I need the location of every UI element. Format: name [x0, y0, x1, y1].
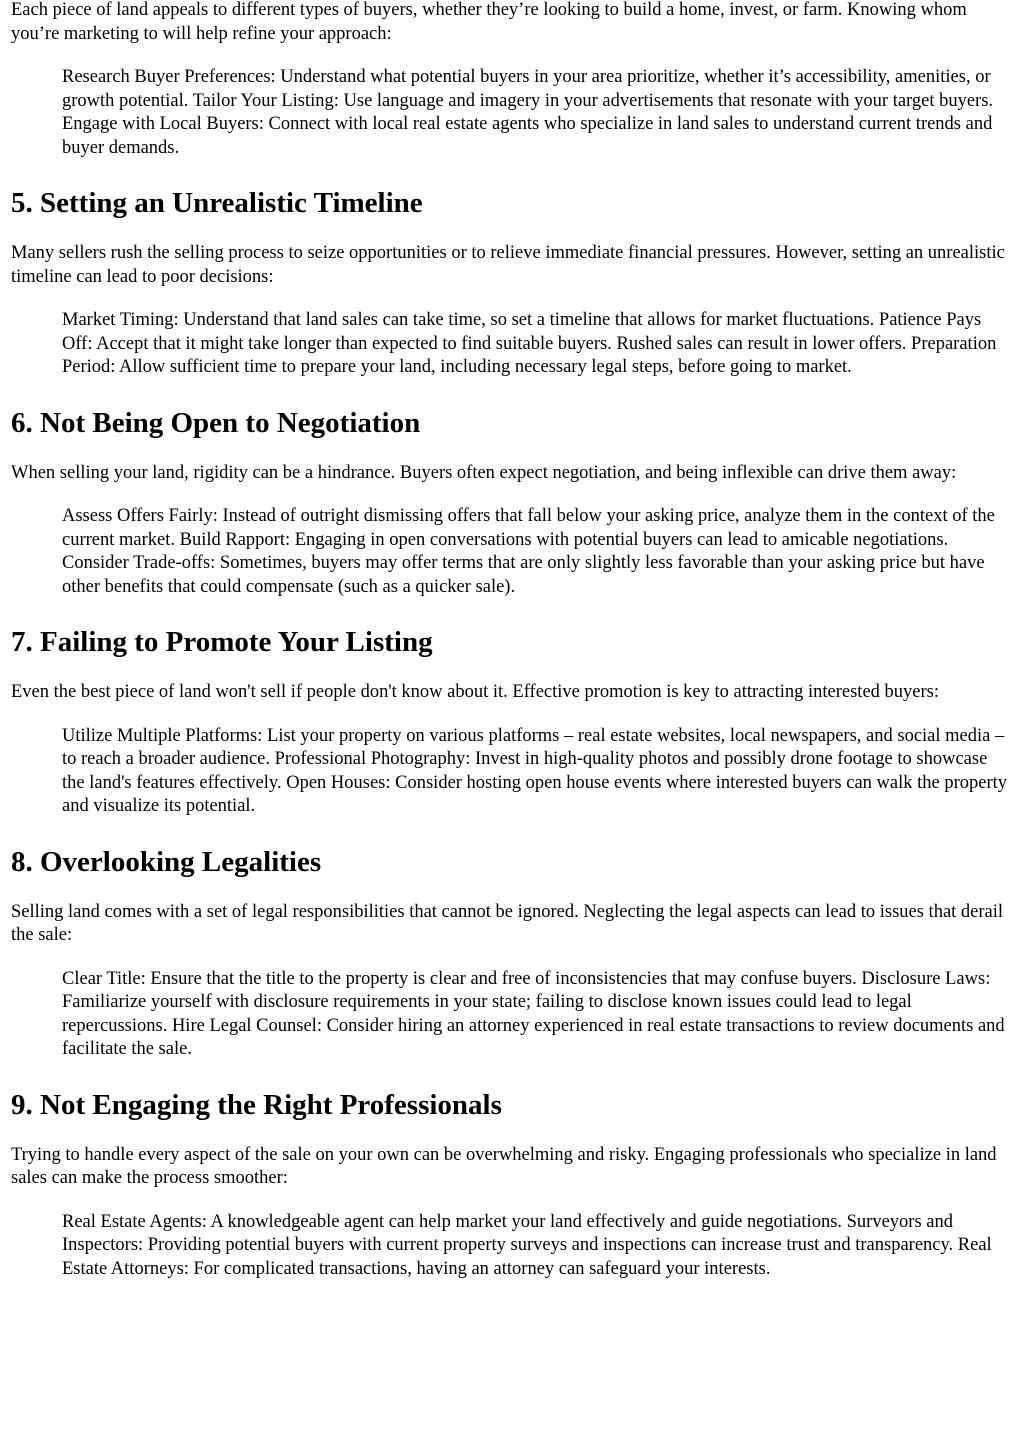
section-detail-block: Market Timing: Understand that land sales can take time, so set a timeline that allows for market fluctuations. Patience Pays Off: Accept that it might take longer than expected to find suitable buyers. Rushed sales can result in lower offers. Preparation Period: Allow sufficient time to prepare your land, including necessary legal steps, before going to market.: [62, 310, 997, 377]
section-detail-block: Utilize Multiple Platforms: List your property on various platforms – real estate websites, local newspapers, and social media – to reach a broader audience. Professional Photography: Invest in high-quality photos and possibly drone footage to showcase the land's features effectively. Open Houses: Consider hosting open house events where interested buyers can walk the property and visualize its potential.: [62, 725, 1008, 816]
section-paragraph: When selling your land, rigidity can be a hindrance. Buyers often expect negotiation, and being inflexible can drive them away:: [11, 462, 957, 483]
section-paragraph: Even the best piece of land won't sell if people don't know about it. Effective promotion is key to attracting interested buyers:: [11, 682, 939, 702]
intro-detail-block: Research Buyer Preferences: Understand what potential buyers in your area prioritize, whether it’s accessibility, amenities, or growth potential. Tailor Your Listing: Use language and imagery in your advertisements that resonate with your target buyers. Engage with Local Buyers: Connect with local real estate agents who specialize in land sales to understand current trends and buyer demands.: [62, 67, 994, 158]
section-heading: 5. Setting an Unrealistic Timeline: [11, 187, 423, 219]
section-9: [11, 1088, 1013, 1282]
section-5: [11, 186, 1013, 380]
section-detail-block: Assess Offers Fairly: Instead of outright dismissing offers that fall below your asking price, analyze them in the context of the current market. Build Rapport: Engaging in open conversations with potential buyers can lead to amicable negotiations. Consider Trade-offs: Sometimes, buyers may offer terms that are only slightly less favorable than your asking price but have other benefits that could compensate (such as a quicker sale).: [62, 506, 995, 597]
section-heading: 8. Overlooking Legalities: [11, 845, 322, 878]
section-6: [11, 406, 1013, 600]
section-heading: 9. Not Engaging the Right Professionals: [11, 1088, 502, 1121]
section-detail-block: Real Estate Agents: A knowledgeable agent can help market your land effectively and guide negotiations. Surveyors and Inspectors: Providing potential buyers with current property surveys and inspections can increase trust and transparency. Real Estate Attorneys: For complicated transactions, having an attorney can safeguard your interests.: [62, 1211, 992, 1279]
section-detail-block: Clear Title: Ensure that the title to the property is clear and free of inconsistencies that may confuse buyers. Disclosure Laws: Familiarize yourself with disclosure requirements in your state; failing to disclose known issues could lead to legal repercussions. Hire Legal Counsel: Consider hiring an attorney experienced in real estate transactions to review documents and facilitate the sale.: [62, 968, 1005, 1059]
section-paragraph: Many sellers rush the selling process to seize opportunities or to relieve immediate financial pressures. However, setting an unrealistic timeline can lead to poor decisions:: [11, 243, 1005, 287]
section-8: [11, 845, 1013, 1062]
section-paragraph: Trying to handle every aspect of the sale on your own can be overwhelming and risky. Engaging professionals who specialize in land sales can make the process smoother:: [11, 1144, 997, 1188]
section-heading: 6. Not Being Open to Negotiation: [11, 406, 421, 439]
intro-paragraph: Each piece of land appeals to different types of buyers, whether they’re looking to build a home, invest, or farm. Knowing whom you’re marketing to will help refine your approach:: [11, 0, 967, 44]
section-7: [11, 625, 1013, 819]
section-heading: 7. Failing to Promote Your Listing: [11, 626, 433, 658]
section-paragraph: Selling land comes with a set of legal responsibilities that cannot be ignored. Neglecting the legal aspects can lead to issues that derail the sale:: [11, 901, 1004, 945]
